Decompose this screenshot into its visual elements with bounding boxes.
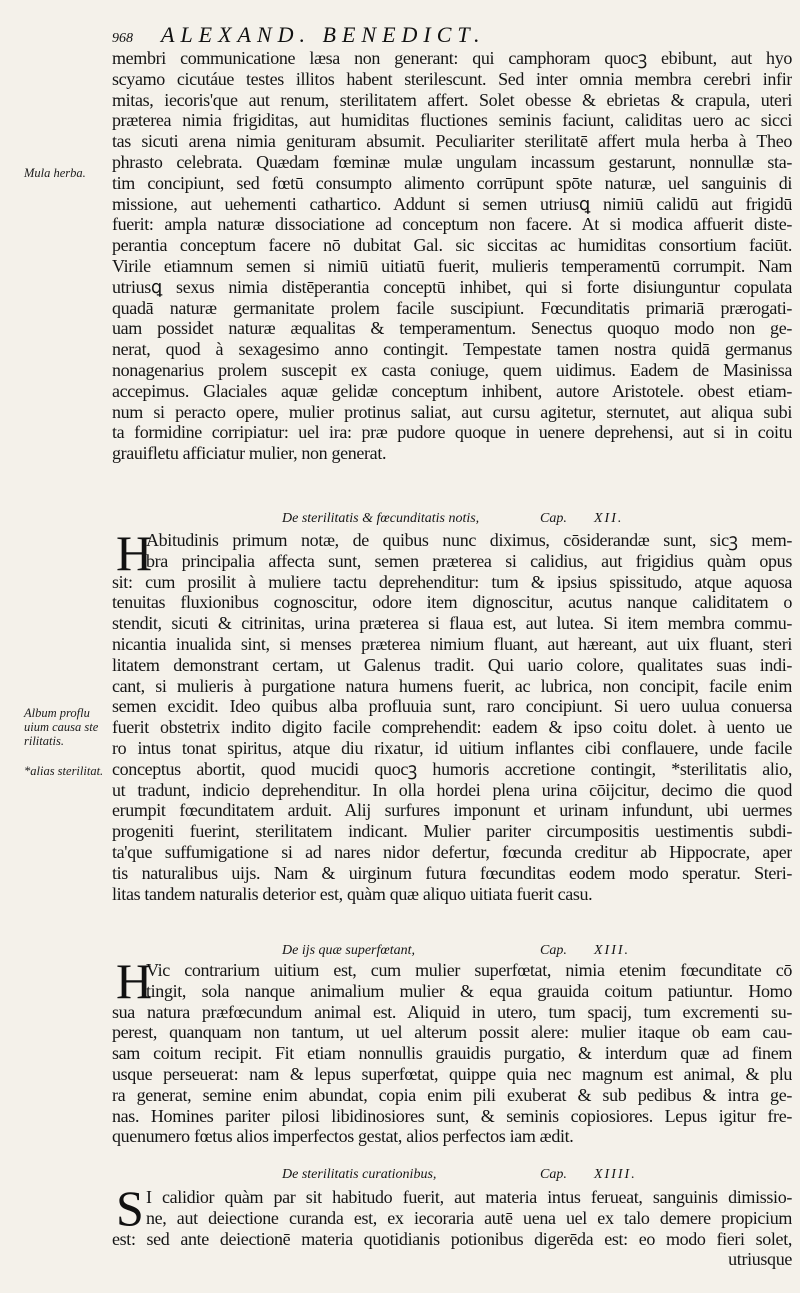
chapter-number: XII. [594,511,624,526]
chapter-label: Cap. [540,511,567,526]
text-line: ro intus tonat spiritus, atque diu rixatur, id uitium inflantes cibi conflauere, unde facile [112,737,792,758]
text-line: Abitudinis primum notæ, de quibus nunc diximus, cōsiderandæ sunt, sicꝫ mem- [146,530,792,550]
text-line: ta'que suffumigatione si ad nares nidor defertur, fœcunda creditur ab Hippocrate, aper [112,841,792,862]
text-line: phrasto celebrata. Quædam fœminæ mulæ ungulam incassum gestarunt, nonnullæ sta- [112,151,792,172]
text-line: est: sed ante deiectionē materia quotidianis potionibus digerēda est: eo modo fieri solet, [112,1228,792,1249]
chapter-heading-xiiii [112,1164,792,1186]
text-line: tingit, sola nanque animalium mulier & equa grauida coitum patiuntur. Homo [146,980,792,1001]
chapter-title: De sterilitatis & fœcunditatis notis, [282,511,480,526]
chapter-heading-xiii [112,940,792,962]
text-line: præterea nimia frigiditas, aut humiditas fluctiones seminis faciunt, caliditas uero ac sicci [112,110,792,131]
chapter-title: De sterilitatis curationibus, [282,1167,437,1182]
text-line: Virile etiamnum semen si nimiū uitiatū fuerit, mulieris temperamentū corrumpit. Nam [112,255,792,276]
text-line: ut tradunt, indicio deprehenditur. In olla hordei plena urina cōijcitur, decimo die quod [112,779,792,800]
text-line: grauifletu afficiatur mulier, non generat. [112,443,387,464]
drop-cap: H [116,525,153,581]
text-block-chapter-xiiii [112,1187,792,1270]
drop-cap: S [116,1180,144,1236]
text-line: nerat, quod à sexagesimo anno contingit. Tempestate tamen nostra quidā germanus [112,339,792,360]
chapter-title: De ijs quæ superfœtant, [282,943,416,958]
text-block-chapter-xiii [112,960,792,1147]
chapter-label: Cap. [540,943,567,958]
text-line: quadā naturæ germanitate prolem facile suscipiunt. Fœcunditatis primariā prærogati- [112,297,792,318]
text-line: semen excidit. Ideo quibus alba profluuia sunt, raro concipiunt. Si uero uulua conuersa [112,696,792,717]
text-line: nicantia inualida sint, si menses præterea nimium fluant, aut hæreant, aut uix fluant, steri [112,633,792,654]
text-block-intro [112,48,792,464]
text-line: bra principalia affecta sunt, semen præterea si calidius, aut frigidius quàm opus [146,550,792,571]
text-line: tas sicuti arena nimia genituram absumit. Peculiariter sterilitatē affert mula herba à Theo [112,131,792,152]
text-line: utriusque [728,1249,792,1270]
text-line: tim concipiunt, sed fœtū consumpto alimento corrūpunt spōte naturæ, uel sanguinis di [112,172,792,193]
text-line: fuerit obstetrix indito digito facile comprehendit: eadem & ipso coitu dolet. à uento ue [112,717,792,738]
text-line: sua natura præfœcundum animal est. Aliquid in utero, tum spacij, tum excrementi su- [112,1001,792,1022]
text-line: ta formidine corripiatur: uel ira: præ pudore quoque in uenere deprehensi, aut si in coitu [112,422,792,443]
text-line: sam coitum recipit. Fit etiam nonnullis grauidis purgatio, & interdum quæ ad finem [112,1043,792,1064]
text-line: progeniti fuerint, sterilitatem indicant. Mulier pariter circumpositis uestimentis subdi- [112,821,792,842]
text-line: erumpit fœcunditatem arduit. Alij surfures imponunt et urinam infundunt, ubi uermes [112,800,792,821]
chapter-number: XIIII. [594,1167,637,1182]
text-line: membri communicatione læsa non generant: qui camphoram quocꝫ ebibunt, aut hyo [112,48,792,68]
text-line: nonagenarius prolem suscepit ex casta coniuge, quem uidimus. Eadem de Masinissa [112,359,792,380]
chapter-number: XIII. [594,943,631,958]
drop-cap: H [116,953,153,1009]
text-line: Vic contrarium uitium est, cum mulier superfœtat, nimia etenim fœcunditate cō [146,960,792,980]
text-line: usque perseuerat: nam & lepus superfœtat, quippe quia nec magnum est animal, & plu [112,1063,792,1084]
text-line: tis naturalibus uijs. Nam & uirginum futura fœcunditas eodem modo speratur. Steri- [112,862,792,883]
running-header [112,22,792,48]
text-line: scyamo cicutáue testes illitos habent sterilescunt. Sed inter omnia membra cerebri infir [112,68,792,89]
text-line: conceptus abortit, quod mucidi quocꝫ humoris accretione contingit, *sterilitatis alio, [112,758,792,779]
text-block-chapter-xii [112,525,792,904]
text-line: cant, si mulieris à purgatione natura humens fuerit, ac lubrica, non concipit, facile enim [112,675,792,696]
text-line: tenuitas fluxionibus cognoscitur, odore item dignoscitur, acutus nanque caliditatem o [112,592,792,613]
margin-note-album-profluuium: Album proflu uium causa ste rilitatis. [24,706,99,748]
page-number: 968 [112,31,133,46]
text-line: sit: cum prosilit à muliere tactu deprehenditur: tum & ipsius spissitudo, atque aquosa [112,571,792,592]
text-line: accepimus. Glaciales aquæ gelidæ conceptum inhibent, autore Aristotele. obest etiam- [112,380,792,401]
margin-note-alias-sterilitat: *alias sterilitat. [24,764,104,778]
text-line: utriusꝗ sexus nimia distēperantia conceptū inhibet, qui si forte disiunguntur copulata [112,276,792,297]
text-line: quenumero fœtus alios imperfectos gestat, alios perfectos iam ædit. [112,1126,574,1147]
text-line: missione, aut uehementi cathartico. Addunt si semen utriusꝗ nimiū calidū aut frigidū [112,193,792,214]
text-line: perest, quanquam non tantum, ut uel alterum possit alere: mulier itaque ob eam cau- [112,1022,792,1043]
text-line: fuerit: ampla naturæ dissociatione ad conceptum non facere. At si modica affuerit diste- [112,214,792,235]
text-line: num si peracto opere, mulier protinus saliat, aut cursu agitetur, sternutet, aut aliqua subi [112,401,792,422]
text-line: litatem demonstrant certam, ut Galenus tradit. Qui uario colore, qualitates suas indi- [112,654,792,675]
chapter-heading-xii [112,508,792,530]
text-line: nas. Homines pariter pilosi libidinosiores sunt, & seminis copiosiores. Lepus igitur fre- [112,1105,792,1126]
text-line: perantia conceptum facere nō dubitat Gal. sic siccitas ac humiditas consortium faciūt. [112,235,792,256]
margin-note-mula-herba: Mula herba. [24,166,86,180]
text-line: stendit, sicuti & citrinitas, urina præterea si flaua est, aut lutea. Si item membra commu- [112,613,792,634]
chapter-label: Cap. [540,1167,567,1182]
text-line: mitas, iecoris'que aut renum, sterilitatem affert. Solet obesse & ebrietas & crapula, uteri [112,89,792,110]
text-line: uam possidet naturæ æqualitas & temperamentum. Senectus quoquo modo non ge- [112,318,792,339]
text-line: litas tandem naturalis deterior est, quàm quæ aliquo uitiata fuerit casu. [112,883,593,904]
text-line: ne, aut deiectione curanda est, ex iecoraria autē uena uel ex talo demere propicium [146,1207,792,1228]
running-title: ALEXAND. BENEDICT. [161,22,486,47]
text-line: I calidior quàm par sit habitudo fuerit, aut materia intus ferueat, sanguinis dimissio- [146,1187,792,1207]
text-line: ra generat, semine enim abundat, copia enim pili exuberat & sub pedibus & intra ge- [112,1084,792,1105]
